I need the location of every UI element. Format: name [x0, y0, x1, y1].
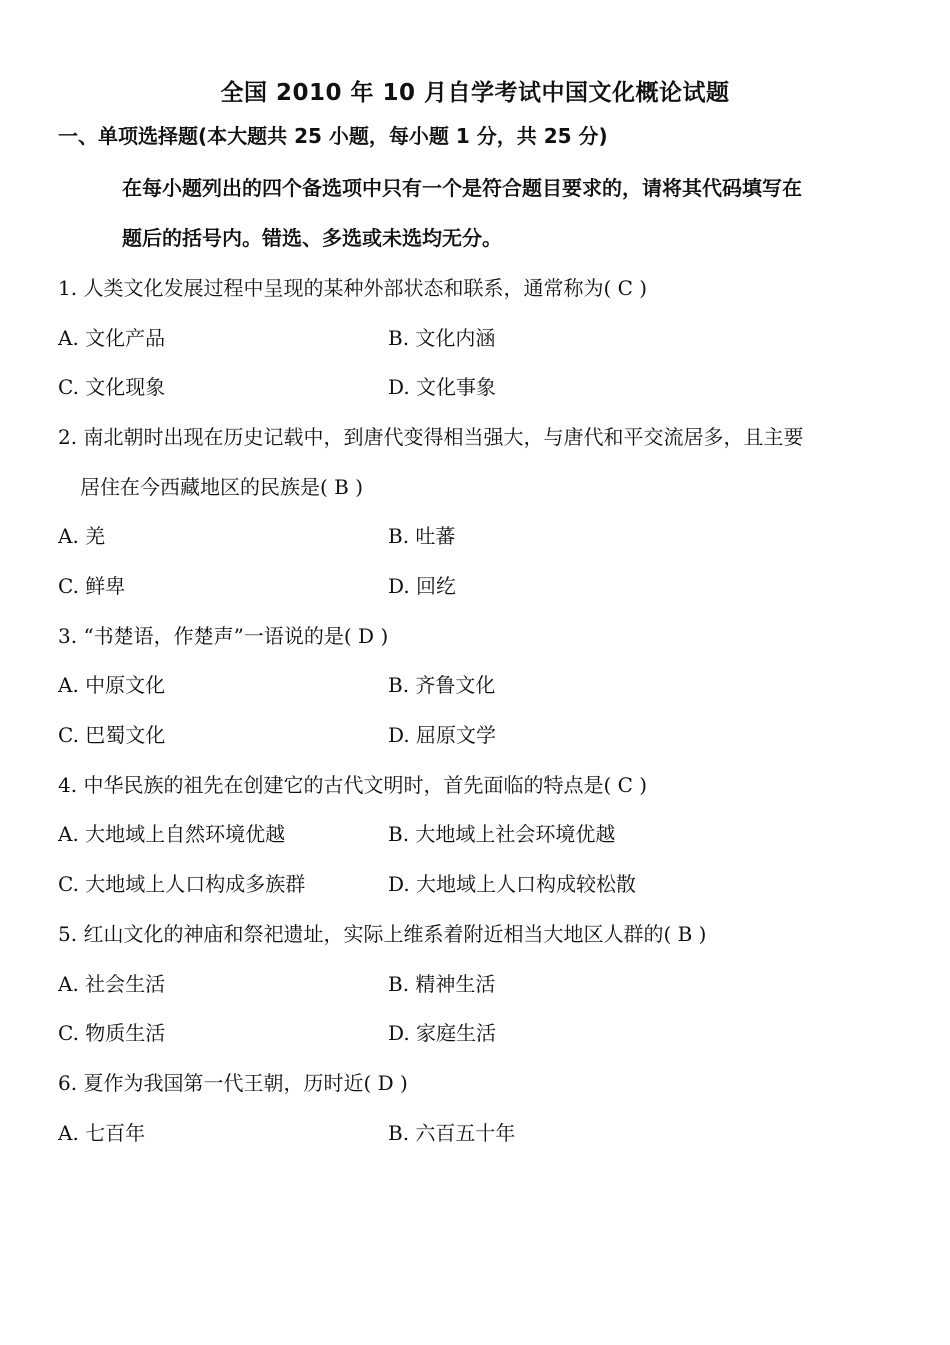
section-heading: 一、单项选择题(本大题共 25 小题，每小题 1 分，共 25 分) — [58, 124, 608, 148]
question-5-option-b: B. 精神生活 — [388, 972, 496, 996]
question-6-option-a: A. 七百年 — [58, 1121, 146, 1145]
question-1-option-c: C. 文化现象 — [58, 375, 166, 399]
question-4-stem: 4. 中华民族的祖先在创建它的古代文明时，首先面临的特点是( C ) — [58, 773, 648, 797]
question-6-option-b: B. 六百五十年 — [388, 1121, 516, 1145]
question-5-stem: 5. 红山文化的神庙和祭祀遗址，实际上维系着附近相当大地区人群的( B ) — [58, 922, 707, 946]
question-1-option-d: D. 文化事象 — [388, 375, 497, 399]
question-2-stem: 2. 南北朝时出现在历史记载中，到唐代变得相当强大，与唐代和平交流居多，且主要 — [58, 425, 804, 449]
question-2-stem-cont: 居住在今西藏地区的民族是( B ) — [80, 475, 364, 499]
question-4-option-b: B. 大地域上社会环境优越 — [388, 822, 616, 846]
question-3-option-b: B. 齐鲁文化 — [388, 673, 496, 697]
question-1-option-a: A. 文化产品 — [58, 326, 166, 350]
question-2-option-c: C. 鲜卑 — [58, 574, 126, 598]
question-2-option-d: D. 回纥 — [388, 574, 457, 598]
question-2-option-b: B. 吐蕃 — [388, 524, 456, 548]
instructions-line-2: 题后的括号内。错选、多选或未选均无分。 — [122, 226, 502, 250]
instructions-line-1: 在每小题列出的四个备选项中只有一个是符合题目要求的，请将其代码填写在 — [122, 176, 802, 200]
question-6-stem: 6. 夏作为我国第一代王朝，历时近( D ) — [58, 1071, 408, 1095]
question-4-option-d: D. 大地域上人口构成较松散 — [388, 872, 637, 896]
question-1-option-b: B. 文化内涵 — [388, 326, 496, 350]
question-3-option-a: A. 中原文化 — [58, 673, 166, 697]
question-3-option-c: C. 巴蜀文化 — [58, 723, 166, 747]
question-3-option-d: D. 屈原文学 — [388, 723, 497, 747]
question-3-stem: 3. “书楚语，作楚声”一语说的是( D ) — [58, 624, 389, 648]
question-4-option-c: C. 大地域上人口构成多族群 — [58, 872, 306, 896]
question-4-option-a: A. 大地域上自然环境优越 — [58, 822, 286, 846]
question-5-option-d: D. 家庭生活 — [388, 1021, 497, 1045]
question-5-option-a: A. 社会生活 — [58, 972, 166, 996]
exam-title: 全国 2010 年 10 月自学考试中国文化概论试题 — [220, 80, 730, 106]
question-1-stem: 1. 人类文化发展过程中呈现的某种外部状态和联系，通常称为( C ) — [58, 276, 648, 300]
question-5-option-c: C. 物质生活 — [58, 1021, 166, 1045]
question-2-option-a: A. 羌 — [58, 524, 106, 548]
